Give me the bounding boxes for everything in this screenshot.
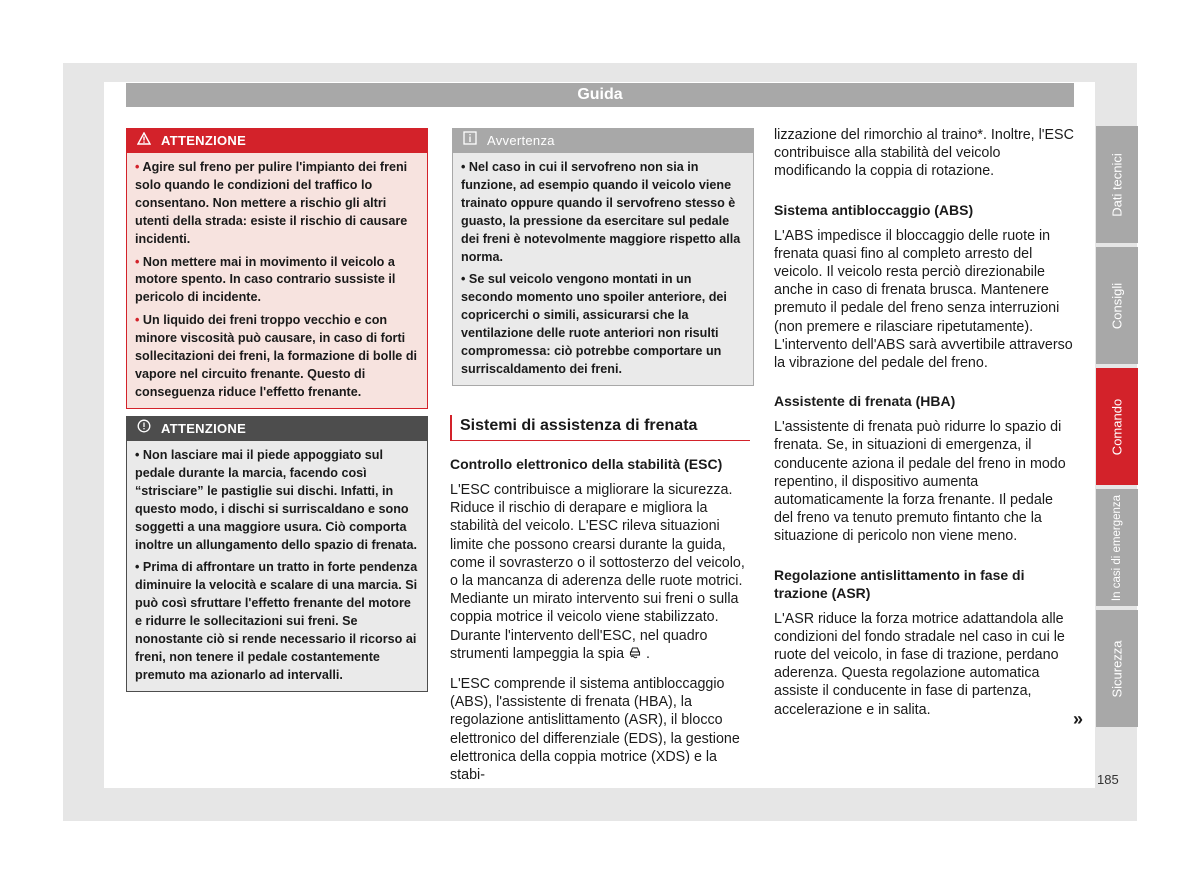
bullet-item: • Non lasciare mai il piede appoggiato sul pedale durante la marcia, facendo così “strisciare” le pastiglie sui dischi. Infatti, in questo modo, i dischi si surriscaldano e sono soggetti a una maggiore usura. Ciò comporta inoltre un allungamento dello spazio di frenata. bbox=[135, 448, 417, 552]
warning-title: ATTENZIONE bbox=[161, 133, 247, 148]
asr-heading: Regolazione antislittamento in fase di trazione (ASR) bbox=[774, 566, 1025, 601]
warning-box-header bbox=[127, 417, 427, 441]
continue-marker: » bbox=[1073, 709, 1084, 729]
warning-title: ATTENZIONE bbox=[161, 421, 247, 436]
tab-dati-tecnici[interactable]: Dati tecnici bbox=[1096, 126, 1138, 243]
tab-sicurezza[interactable]: Sicurezza bbox=[1096, 610, 1138, 727]
esc-paragraph-2: L'ESC comprende il sistema antibloccaggio (ABS), l'assistente di frenata (HBA), la regolazione antislittamento (ASR), il blocco elettronico del differenziale (EDS), la gestione elettronica della coppia motrice (XDS) e la stabi- bbox=[450, 676, 740, 784]
abs-heading: Sistema antibloccaggio (ABS) bbox=[774, 201, 974, 218]
alert-circle-icon bbox=[135, 417, 153, 441]
esc-paragraph: L'ESC contribuisce a migliorare la sicurezza. Riduce il rischio di derapare e migliora la stabilità del veicolo. L'ESC rileva situazioni limite che possono crearsi durante la guida, come il sovrasterzo o il sottosterzo del veicolo, o la mancanza di aderenza delle ruote motrici. Mediante un mirato intervento sui freni o sulla coppia motrice il veicolo viene stabilizzato. Durante l'intervento dell'ESC, nel quadro strumenti lampeggia la spia . bbox=[450, 482, 745, 662]
section-title: Sistemi di assistenza di frenata bbox=[450, 415, 750, 441]
hba-heading: Assistente di frenata (HBA) bbox=[774, 393, 956, 410]
abs-paragraph: L'ABS impedisce il bloccaggio delle ruote in frenata quasi fino al completo arresto del veicolo. Il veicolo resta perciò direzionabile anche in caso di frenata brusca. Mantenere premuto il pedale del freno senza interruzioni (non premere e rilasciare ripetutamente). L'intervento dell'ABS sarà avvertibile attraverso la vibrazione del pedale del freno. bbox=[774, 227, 1073, 372]
page-header: Guida bbox=[126, 83, 1074, 107]
page-number: 185 bbox=[1097, 772, 1119, 787]
bullet-item: • Nel caso in cui il servofreno non sia in funzione, ad esempio quando il veicolo viene trainato oppure quando il servofreno stesso è guasto, la pressione da esercitare sul pedale dei freni è notevolmente maggiore rispetto alla norma. bbox=[461, 160, 741, 264]
hba-paragraph: L'assistente di frenata può ridurre lo spazio di frenata. Se, in situazioni di emergenza, il conducente aziona il pedale del freno in modo repentino, il dispositivo aumenta automaticamente la forza frenante. Il pedale del freno va tenuto premuto fintanto che la situazione di pericolo non viene meno. bbox=[774, 419, 1066, 545]
warning-box-body bbox=[127, 441, 427, 691]
tab-in-casi-di-emergenza[interactable]: In casi di emergenza bbox=[1096, 489, 1138, 606]
warning-box-header bbox=[127, 129, 427, 153]
text-column-middle bbox=[450, 415, 750, 796]
tab-comando[interactable]: Comando bbox=[1096, 368, 1138, 485]
asr-paragraph: L'ASR riduce la forza motrice adattandola alle condizioni del fondo stradale nel caso in cui le ruote del veicolo, in fase di trazione, perdano aderenza. Questa regolazione automatica assiste il conducente in fase di partenza, accelerazione e in salita. bbox=[774, 610, 1065, 718]
bullet-item: • Prima di affrontare un tratto in forte pendenza diminuire la velocità e scalare di una marcia. Si può così sfruttare l'effetto frenante del motore e ridurre le sollecitazioni sui freni. Se nonostante ciò si rende necessario il ricorso ai freni, non tenere il pedale costantemente premuto ma azionarlo ad intervalli. bbox=[135, 560, 418, 682]
notice-box-header bbox=[453, 129, 753, 153]
tab-consigli[interactable]: Consigli bbox=[1096, 247, 1138, 364]
text-column-right bbox=[774, 126, 1074, 731]
notice-box bbox=[452, 128, 754, 386]
bullet-item: • Non mettere mai in movimento il veicolo a motore spento. In caso contrario sussiste il pericolo di incidente. bbox=[135, 254, 396, 305]
warning-box-body bbox=[127, 153, 427, 408]
warning-box-dark bbox=[126, 416, 428, 692]
notice-box-body bbox=[453, 153, 753, 385]
warning-box-red bbox=[126, 128, 428, 409]
notice-title: Avvertenza bbox=[487, 133, 555, 148]
esc-paragraph-2-cont: lizzazione del rimorchio al traino*. Inoltre, l'ESC contribuisce alla stabilità del veicolo modificando la coppia di rotazione. bbox=[774, 127, 1074, 180]
esc-heading: Controllo elettronico della stabilità (ESC) bbox=[450, 456, 723, 472]
warning-triangle-icon bbox=[135, 129, 153, 153]
bullet-item: • Un liquido dei freni troppo vecchio e con minore viscosità può causare, in caso di forti sollecitazioni dei freni, la formazione di bolle di vapore nel circuito frenante. Questo di conseguenza riduce l'effetto frenante. bbox=[135, 313, 418, 399]
esc-warning-light-icon bbox=[628, 646, 646, 662]
info-icon bbox=[461, 129, 479, 153]
bullet-item: • Agire sul freno per pulire l'impianto dei freni solo quando le condizioni del traffico lo consentano. Non mettere a rischio gli altri utenti della strada: esiste il rischio di causare incidenti. bbox=[135, 160, 408, 246]
bullet-item: • Se sul veicolo vengono montati in un secondo momento uno spoiler anteriore, dei copricerchi o simili, assicurarsi che la ventilazione delle ruote anteriori non risulti compromessa: ciò potrebbe comportare un surriscaldamento dei freni. bbox=[461, 272, 727, 376]
